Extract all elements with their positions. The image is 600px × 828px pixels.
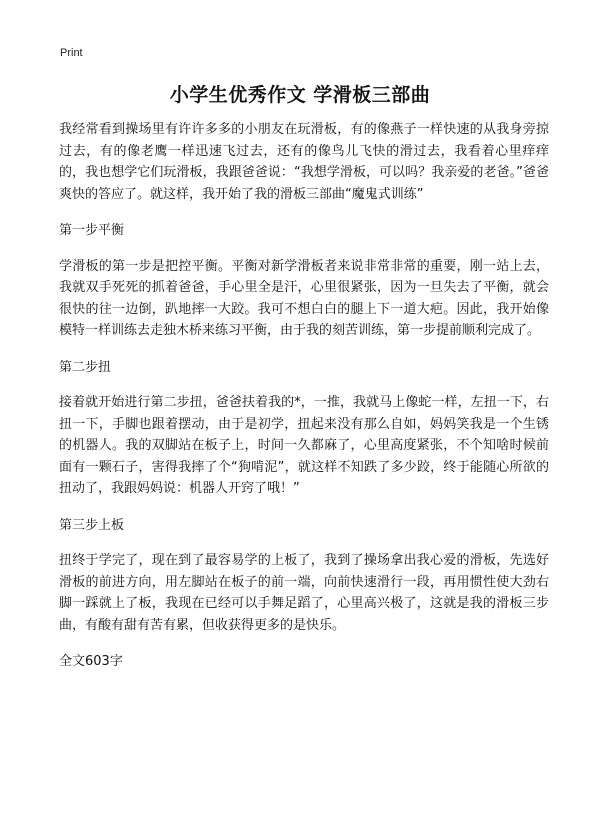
intro-paragraph: 我经常看到操场里有许许多多的小朋友在玩滑板，有的像燕子一样快速的从我身旁掠过去，有的像老鹰一样迅速飞过去，还有的像鸟儿飞快的滑过去，我看着心里痒痒的，我也想学它们玩滑板，我跟爸爸说：“我想学滑板，可以吗？我亲爱的老爸。”爸爸爽快的答应了。就这样，我开始了我的滑板三部曲“魔鬼式训练” bbox=[59, 122, 549, 202]
step3-heading: 第三步上板 bbox=[59, 517, 125, 533]
step2-paragraph: 接着就开始进行第二步扭，爸爸扶着我的*，一推，我就马上像蛇一样，左扭一下，右扭一下，手脚也跟着摆动，由于是初学，扭起来没有那么自如，妈妈笑我是一个生锈的机器人。我的双脚站在板子上，时间一久都麻了，心里高度紧张，不个知啥时候前面有一颗石子，害得我摔了个“狗啃泥”，就这样不知跌了多少跤，终于能随心所欲的扭动了，我跟妈妈说：机器人开窍了哦！” bbox=[59, 395, 549, 496]
article-title: 小学生优秀作文 学滑板三部曲 bbox=[169, 84, 431, 106]
step2-heading: 第二步扭 bbox=[59, 359, 112, 375]
step1-paragraph: 学滑板的第一步是把控平衡。平衡对新学滑板者来说非常非常的重要，刚一站上去，我就双手死死的抓着爸爸，手心里全是汗，心里很紧张，因为一旦失去了平衡，就会很快的往一边倒，趴地摔一大跤。我可不想白白的腿上下一道大疤。因此，我开始像模特一样训练去走独木桥来练习平衡，由于我的刻苦训练，第一步提前顺利完成了。 bbox=[59, 258, 549, 338]
word-count: 全文603字 bbox=[59, 654, 123, 669]
article-body bbox=[59, 119, 549, 673]
step1-heading: 第一步平衡 bbox=[59, 223, 125, 238]
step3-paragraph: 扭终于学完了，现在到了最容易学的上板了，我到了操场拿出我心爱的滑板，先选好滑板的前进方向，用左脚站在板子的前一端，向前快速滑行一段，再用惯性使大劲右脚一踩就上了板，我现在已经可以手舞足蹈了，心里高兴极了，这就是我的滑板三步曲，有酸有甜有苦有累，但收获得更多的是快乐。 bbox=[59, 553, 549, 633]
print-link[interactable]: Print bbox=[60, 47, 83, 59]
